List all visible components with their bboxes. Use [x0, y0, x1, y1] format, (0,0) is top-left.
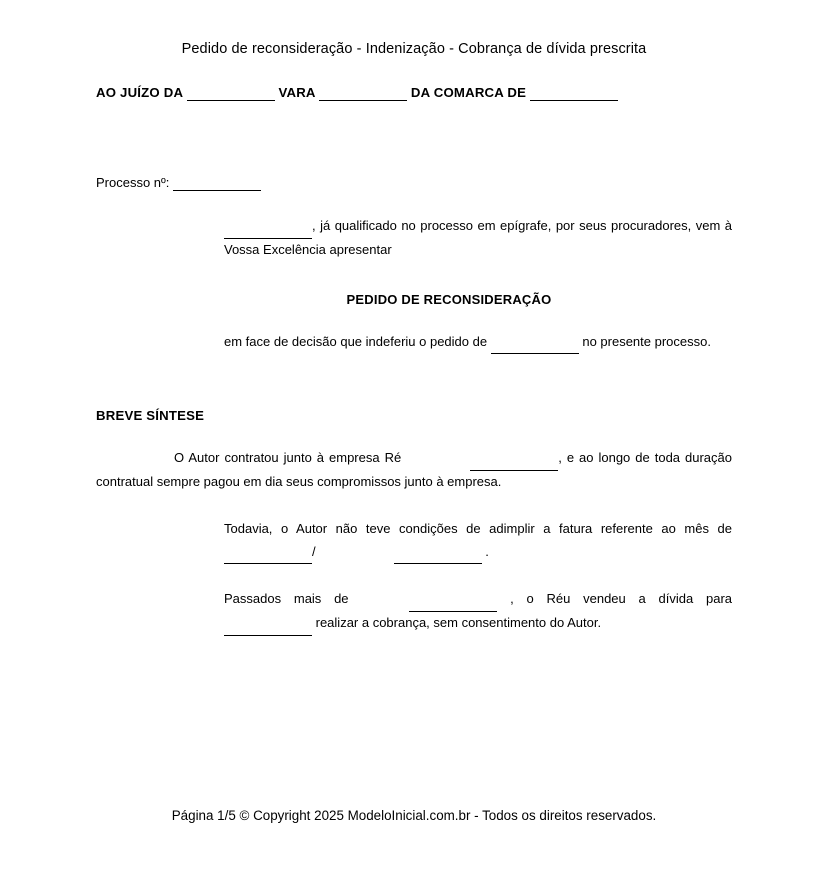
court-label-1: AO JUÍZO DA [96, 85, 183, 100]
invoice-year-blank[interactable] [394, 541, 482, 565]
process-number-blank[interactable] [173, 175, 261, 191]
section-heading-synthesis: BREVE SÍNTESE [96, 408, 205, 424]
paragraph-decision [96, 331, 732, 355]
page-title: Pedido de reconsideração - Indenização - Cobrança de dívida prescrita [181, 41, 647, 57]
court-blank-1[interactable] [187, 85, 275, 101]
paragraph-contract [96, 447, 732, 494]
paragraph-qualification [96, 215, 732, 262]
paragraph-debt-sale-middle: , o Réu vendeu a dívida para [510, 591, 732, 607]
paragraph-contract-after: , e ao longo de toda duração contratual sempre pagou em dia seus compromissos junto à empresa. [96, 450, 732, 489]
process-number-line [96, 175, 732, 191]
paragraph-contract-before: O Autor contratou junto à empresa Ré [174, 450, 402, 466]
paragraph-debt-sale [96, 588, 732, 636]
paragraph-debt-sale-after: realizar a cobrança, sem consentimento do Autor. [315, 615, 602, 630]
paragraph-decision-before: em face de decisão que indeferiu o pedido de [224, 333, 488, 349]
paragraph-debt-sale-before: Passados mais de [224, 591, 349, 607]
paragraph-invoice-middle: / [312, 543, 316, 559]
paragraph-invoice-before: Todavia, o Autor não teve condições de adimplir a fatura referente ao mês de [224, 520, 732, 536]
decision-subject-blank[interactable] [491, 331, 579, 355]
court-label-3: DA COMARCA DE [410, 85, 527, 100]
court-blank-3[interactable] [530, 85, 618, 101]
court-blank-2[interactable] [319, 85, 407, 101]
party-name-blank[interactable] [224, 215, 312, 239]
document-page [0, 41, 828, 869]
company-name-blank[interactable] [470, 447, 558, 471]
paragraph-invoice [96, 518, 732, 565]
court-heading-line [96, 85, 732, 101]
buyer-name-blank[interactable] [224, 612, 312, 636]
paragraph-decision-after: no presente processo. [582, 333, 711, 349]
request-heading: PEDIDO DE RECONSIDERAÇÃO [346, 291, 552, 307]
process-number-label: Processo nº: [96, 175, 170, 190]
invoice-month-blank[interactable] [224, 541, 312, 565]
paragraph-invoice-after: . [485, 543, 489, 559]
paragraph-qualification-text: , já qualificado no processo em epígrafe, por seus procuradores, vem à Vossa Excelência apresentar [224, 218, 732, 257]
page-footer: Página 1/5 © Copyright 2025 ModeloInicial.com.br - Todos os direitos reservados. [171, 808, 657, 823]
period-blank[interactable] [409, 588, 497, 612]
court-label-2: VARA [278, 85, 316, 100]
